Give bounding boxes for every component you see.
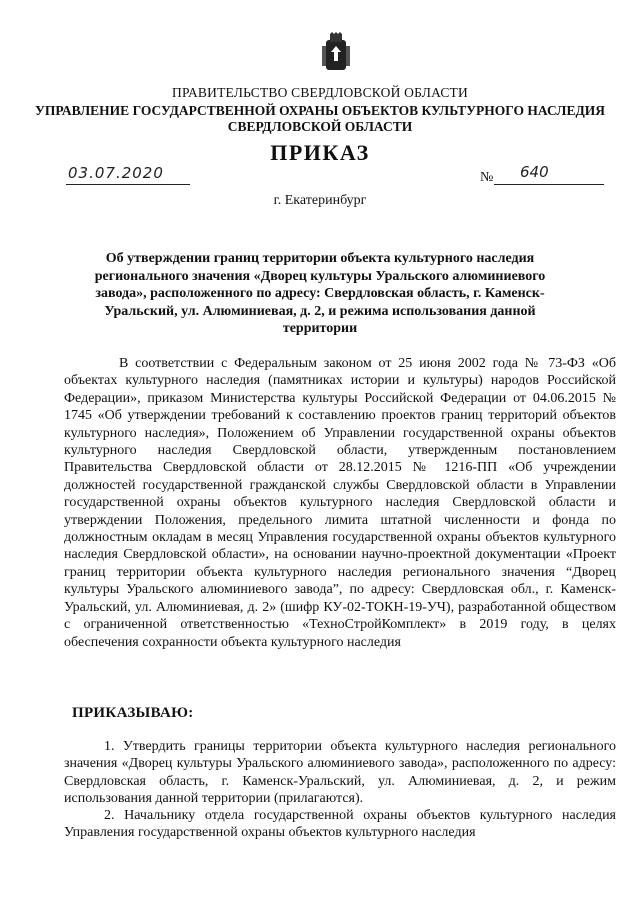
order-item-1: 1. Утвердить границы территории объекта культурного наследия регионального значения «Дворец культуры Уральского алюминиевого завода», расположенного по адресу: Свердловская область, г. Каменск-Уральский, ул. Алюминиевая, д. 2, и режим использования данной территории (прилагаются). bbox=[64, 739, 616, 807]
number-label: № bbox=[480, 170, 494, 185]
city: г. Екатеринбург bbox=[273, 193, 367, 208]
order-item-2: 2. Начальнику отдела государственной охраны объектов культурного наследия Управления государственной охраны объектов культурного наследия bbox=[64, 808, 616, 841]
department-name bbox=[0, 103, 640, 135]
order-number: 640 bbox=[520, 163, 549, 181]
preamble-paragraph: В соответствии с Федеральным законом от 25 июня 2002 года № 73-ФЗ «Об объектах культурного наследия (памятниках истории и культуры) народов Российской Федерации», приказом Министерства культуры Российской Федерации от 04.06.2015 № 1745 «Об утверждении требований к составлению проектов границ территорий объектов культурного наследия», Положением об Управлении государственной охраны объектов культурного наследия Свердловской области, утвержденным постановлением Правительства Свердловской области от 28.12.2015 № 1216-ПП «Об учреждении должностей государственной гражданской службы Свердловской области в Управлении государственной охраны объектов культурного наследия Свердловской области и утверждении Положения, предельного лимита штатной численности и фонда по должностным окладам в месяц Управления государственной охраны объектов культурного наследия Свердловской области», на основании научно-проектной документации «Проект границ территории объекта культурного наследия регионального значения “Дворец культуры Уральского алюминиевого завода”, по адресу: Свердловская обл., г. Каменск-Уральский, ул. Алюминиевая, д. 2» (шифр КУ-02-ТОКН-19-УЧ), разработанной обществом с ограниченной ответственностью «ТехноСтройКомплект» в 2019 году, в целях обеспечения сохранности объекта культурного наследия bbox=[64, 356, 616, 650]
number-underline bbox=[494, 166, 604, 185]
government-name: ПРАВИТЕЛЬСТВО СВЕРДЛОВСКОЙ ОБЛАСТИ bbox=[172, 85, 468, 100]
department-line-1: УПРАВЛЕНИЕ ГОСУДАРСТВЕННОЙ ОХРАНЫ ОБЪЕКТОВ КУЛЬТУРНОГО НАСЛЕДИЯ bbox=[34, 103, 606, 118]
sverdlovsk-coat-of-arms-icon bbox=[318, 32, 354, 76]
order-word: ПРИКАЗЫВАЮ: bbox=[72, 705, 194, 721]
order-date: 03.07.2020 bbox=[68, 164, 164, 182]
order-subject: Об утверждении границ территории объекта культурного наследия регионального значения «Дворец культуры Уральского алюминиевого завода», расположенного по адресу: Свердловская область, г. Каменск-Уральский, ул. Алюминиевая, д. 2, и режима использования данной территории bbox=[94, 251, 546, 336]
document-type: ПРИКАЗ bbox=[270, 140, 370, 165]
department-line-2: СВЕРДЛОВСКОЙ ОБЛАСТИ bbox=[227, 119, 413, 134]
